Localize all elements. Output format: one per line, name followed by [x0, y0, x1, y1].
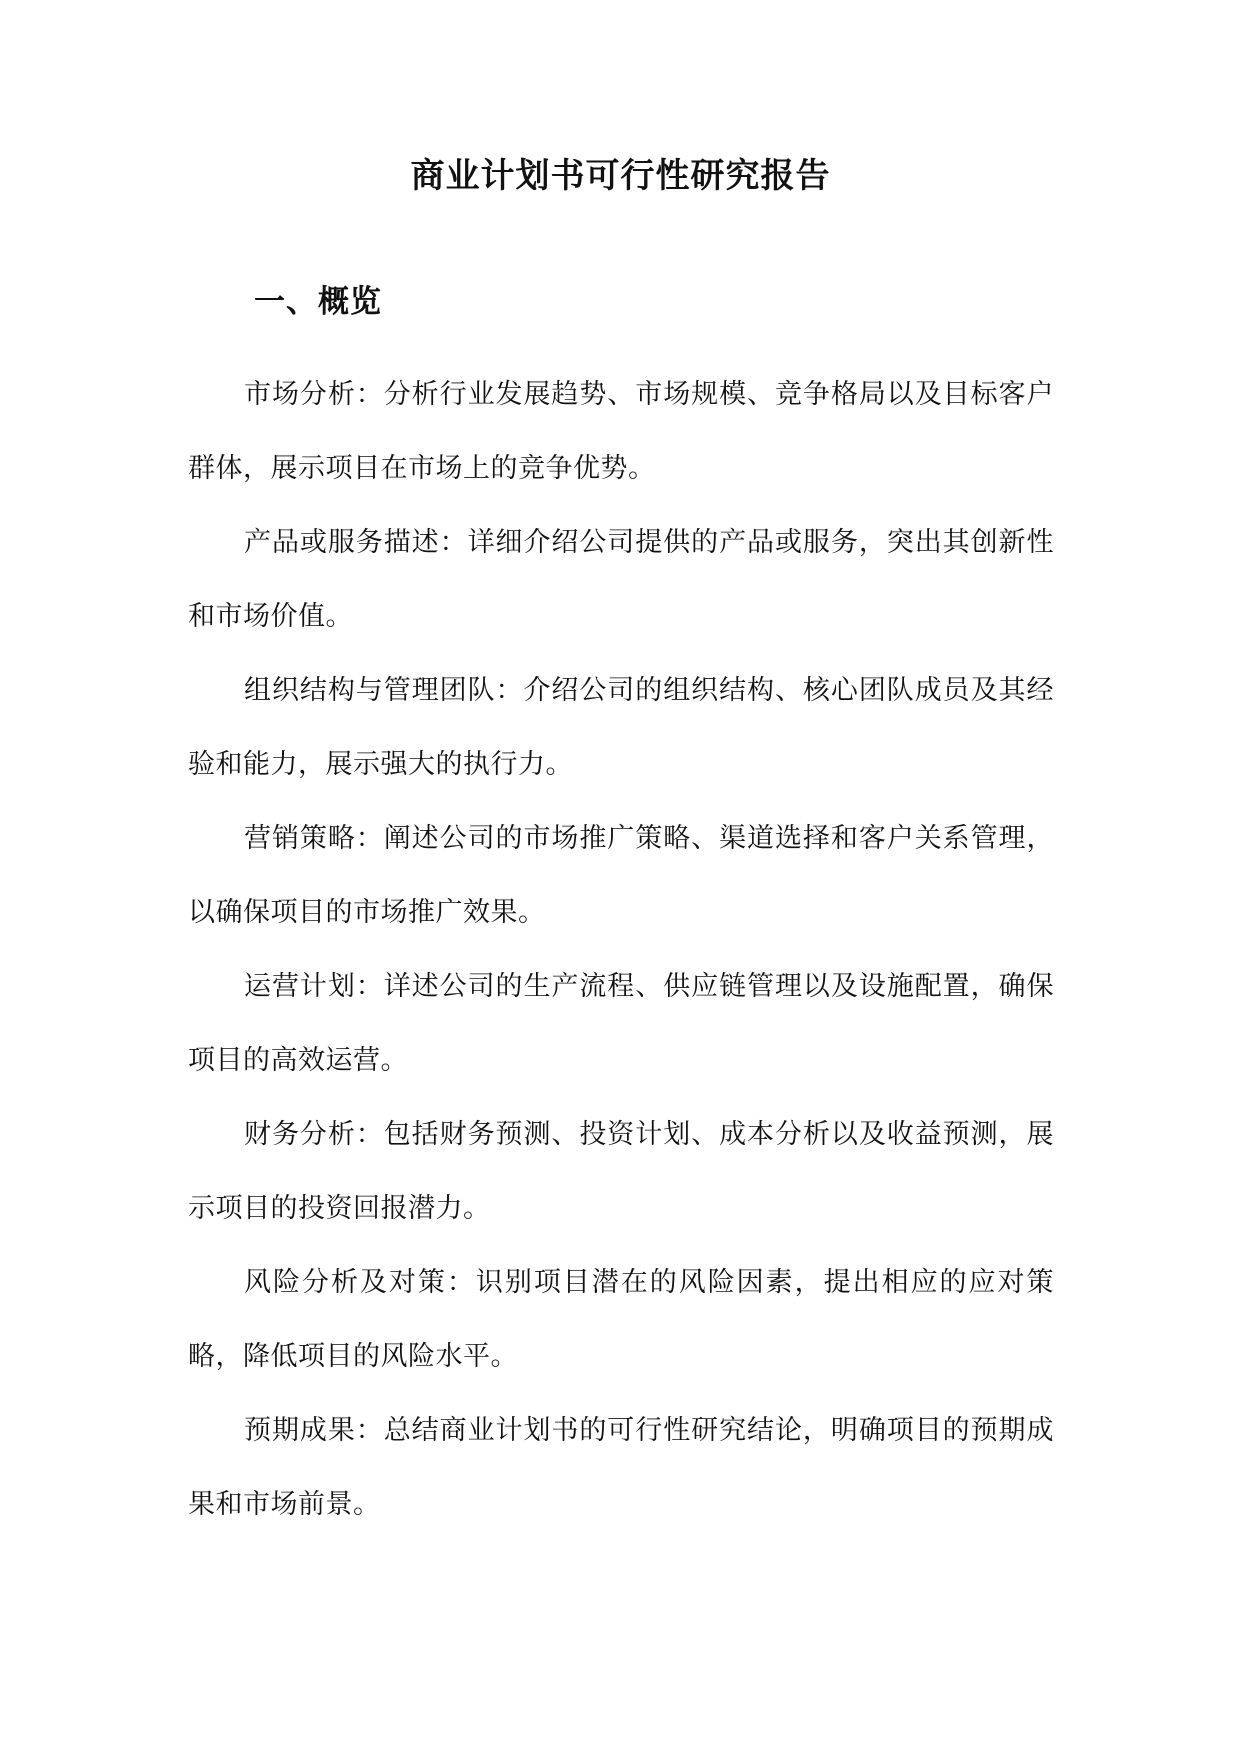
paragraph-organization-team: 组织结构与管理团队：介绍公司的组织结构、核心团队成员及其经验和能力，展示强大的执行力。 [188, 675, 1054, 780]
paragraph-financial-analysis: 财务分析：包括财务预测、投资计划、成本分析以及收益预测，展示项目的投资回报潜力。 [188, 1119, 1054, 1224]
paragraph-expected-results: 预期成果：总结商业计划书的可行性研究结论，明确项目的预期成果和市场前景。 [188, 1415, 1054, 1520]
paragraph-operations-plan: 运营计划：详述公司的生产流程、供应链管理以及设施配置，确保项目的高效运营。 [188, 971, 1054, 1076]
section-heading: 一、概览 [254, 284, 382, 320]
paragraph-marketing-strategy: 营销策略：阐述公司的市场推广策略、渠道选择和客户关系管理，以确保项目的市场推广效果。 [188, 823, 1054, 928]
paragraph-product-service: 产品或服务描述：详细介绍公司提供的产品或服务，突出其创新性和市场价值。 [188, 527, 1054, 632]
paragraph-risk-analysis: 风险分析及对策：识别项目潜在的风险因素，提出相应的应对策略，降低项目的风险水平。 [188, 1267, 1054, 1372]
paragraph-market-analysis: 市场分析：分析行业发展趋势、市场规模、竞争格局以及目标客户群体，展示项目在市场上的竞争优势。 [188, 379, 1054, 484]
section-body [188, 358, 1054, 1542]
page-title: 商业计划书可行性研究报告 [410, 156, 831, 196]
